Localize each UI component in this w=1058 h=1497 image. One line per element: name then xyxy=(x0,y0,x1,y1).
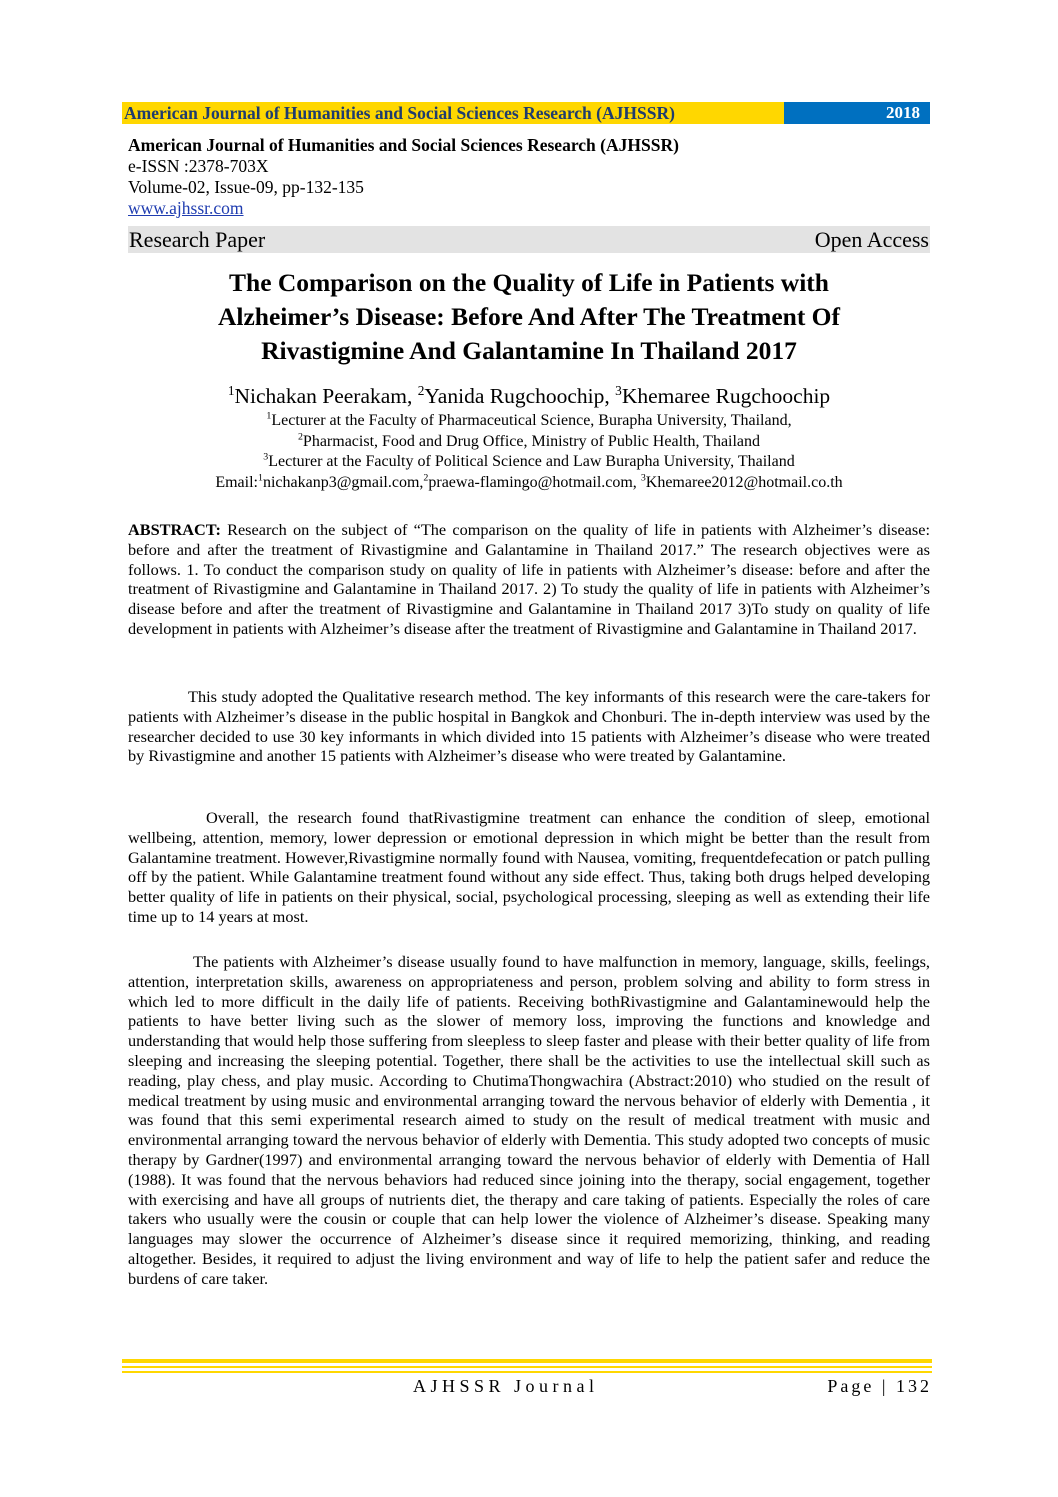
journal-info xyxy=(128,135,679,219)
paragraph-method: This study adopted the Qualitative research method. The key informants of this research were the care-takers for patients with Alzheimer’s disease in the public hospital in Bangkok and Chonburi. The in-depth interview was used by the researcher decided to use 30 key informants in which divided into 15 patients with Alzheimer’s disease who were treated by Rivastigmine and another 15 patients with Alzheimer’s disease who were treated by Galantamine. xyxy=(128,687,930,766)
author-2-marker: 2 xyxy=(417,382,425,398)
footer-journal: AJHSSR Journal xyxy=(413,1376,599,1396)
journal-header-bar xyxy=(122,102,930,124)
volume-issue: Volume-02, Issue-09, pp-132-135 xyxy=(128,177,364,197)
footer-rule-thin xyxy=(122,1371,932,1373)
affiliations xyxy=(128,411,930,493)
footer-rule-thin xyxy=(122,1366,932,1368)
author-list xyxy=(128,382,930,410)
paper-title xyxy=(128,266,930,368)
author-2: Yanida Rugchoochip, xyxy=(424,384,616,408)
affiliation-1: $^1$Lecturer at the Faculty of Pharmaceutical Science, Burapha University, Thailand, xyxy=(266,410,792,429)
footer-page-number: Page | 132 xyxy=(827,1376,932,1396)
title-line-1: The Comparison on the Quality of Life in Patients with xyxy=(229,268,829,297)
title-line-2: Alzheimer’s Disease: Before And After The Treatment Of xyxy=(217,302,841,331)
paper-type-bar xyxy=(128,226,930,253)
abstract xyxy=(128,520,930,639)
affiliation-3: $^3$Lecturer at the Faculty of Political Science and Law Burapha University, Thailand xyxy=(263,451,795,470)
abstract-text: Research on the subject of “The comparison on the quality of life in patients with Alzheimer’s disease: before and after the treatment of Rivastigmine and Galantamine in Thailand 2017.” The research objectives were as follows. 1. To conduct the comparison study on quality of life in patients with Alzheimer’s disease: before and after the treatment of Rivastigmine and Galantamine in Thailand 2017. 2) To study the quality of life in patients with Alzheimer’s disease before and after the treatment of Rivastigmine and Galantamine in Thailand 2017 3)To study on quality of life development in patients with Alzheimer’s disease after the treatment of Rivastigmine and Galantamine in Thailand 2017. xyxy=(128,520,930,638)
title-line-3: Rivastigmine And Galantamine In Thailand 2017 xyxy=(261,336,797,365)
author-1: Nichakan Peerakam, xyxy=(234,384,418,408)
author-3-marker: 3 xyxy=(615,382,622,398)
paper-type-label: Research Paper xyxy=(129,227,266,252)
email-2[interactable]: praewa-flamingo@hotmail.com, xyxy=(428,473,641,491)
email-3[interactable]: Khemaree2012@hotmail.co.th xyxy=(645,473,843,491)
author-1-marker: 1 xyxy=(227,382,235,398)
paragraph-findings: Overall, the research found thatRivastigmine treatment can enhance the condition of sleep, emotional wellbeing, attention, memory, lower depression or emotional depression in which might be better than the result from Galantamine treatment. However,Rivastigmine normally found with Nausea, vomiting, frequentdefecation or patch pulling off by the patient. While Galantamine treatment found without any side effect. Thus, taking both drugs helped developing better quality of life in patients on their physical, social, psychological processing, sleeping as well as extending their life time up to 14 years at most. xyxy=(128,808,930,926)
abstract-label: ABSTRACT: xyxy=(128,520,221,539)
issn: e-ISSN :2378-703X xyxy=(128,156,269,176)
paragraph-discussion: The patients with Alzheimer’s disease usually found to have malfunction in memory, language, skills, feelings, attention, interpretation skills, awareness on appropriateness and person, problem solving and ability to form stress in which led to more difficult in the daily life of patients. Receiving bothRivastigmine and Galantaminewould help the patients to have better living such as the slower of memory loss, improving the functions and knowledge and understanding that would help those suffering from sleepless to sleep faster and please with their better quality of life from sleeping and increasing the sleeping potential. Together, there shall be the activities to use the intellectual skill such as reading, play chess, and play music. According to ChutimaThongwachira (Abstract:2010) who studied on the result of medical treatment by using music and environmental arranging toward the nervous behavior of elderly with Dementia , it was found that this semi experimental research aimed to study on the result of medical treatment with music and environmental arranging toward the nervous behavior of elderly with Dementia. This study adopted two concepts of music therapy by Gardner(1997) and environmental arranging toward the nervous behavior of elderly with Dementia of Hall (1988). It was found that the nervous behaviors had reduced since joining into the therapy, social engagement, together with exercising and have all groups of nutrients diet, the therapy and care taking of patients. Especially the roles of care takers who usually were the cousin or couple that can help lower the violence of Alzheimer’s disease. Speaking many languages may slower the occurrence of Alzheimer’s disease since it required memorizing, thinking, and reading altogether. Besides, it required to adjust the living environment and way of life to help the patient safer and reduce the burdens of care taker. xyxy=(128,952,930,1288)
website-link[interactable]: www.ajhssr.com xyxy=(128,198,244,218)
email-line: Email:$^1$nichakanp3@gmail.com,$^2$praewa-flamingo@hotmail.com, $^3$Khemaree2012@hotmail.co.th xyxy=(215,472,843,491)
access-type-label: Open Access xyxy=(814,227,929,252)
journal-name: American Journal of Humanities and Social Sciences Research (AJHSSR) xyxy=(128,135,679,155)
email-1[interactable]: nichakanp3@gmail.com, xyxy=(262,473,424,491)
header-journal-name: American Journal of Humanities and Social Sciences Research (AJHSSR) xyxy=(122,102,784,124)
author-3: Khemaree Rugchoochip xyxy=(621,384,831,408)
footer-rule-thick xyxy=(122,1359,932,1363)
affiliation-2: $^2$Pharmacist, Food and Drug Office, Ministry of Public Health, Thailand xyxy=(297,431,761,450)
header-year: 2018 xyxy=(784,102,930,124)
